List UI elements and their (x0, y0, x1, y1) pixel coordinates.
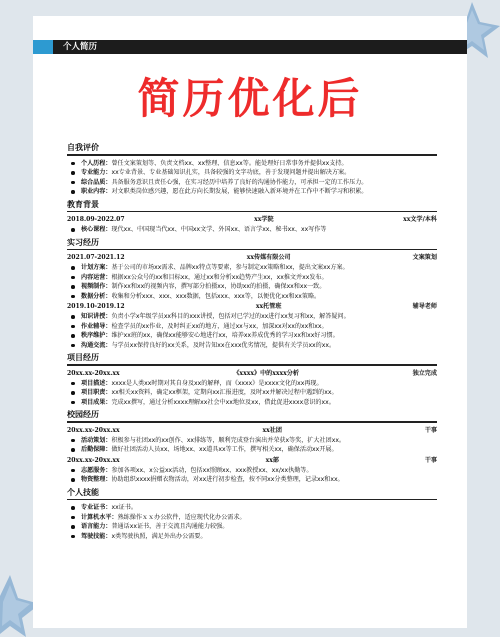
list-item (67, 341, 437, 351)
list-item (67, 322, 437, 332)
item-text: 具备服务意识且责任心强，在实习经历中培养了良好的沟通协作能力，可承担一定的工作压力。 (111, 178, 368, 186)
item-text: 完成xx撰写，通过分析xxxx理解xx社会中xx地位及xx，借此促进xxxx意识的xx。 (111, 398, 335, 406)
section-title-education: 教育背景 (67, 199, 99, 209)
list-item (67, 263, 437, 273)
section-divider (67, 421, 437, 423)
item-text: xx证书。 (111, 504, 137, 511)
campus-list (67, 466, 437, 485)
list-item (67, 273, 437, 283)
item-label: 数据分析： (81, 292, 112, 300)
list-item (67, 225, 437, 235)
item-label: 项目成果： (81, 398, 112, 406)
list-item (67, 178, 437, 188)
item-text: 制作xx和xx的视频内容，撰写部分拍摄xx，协助xx的拍摄，确保xx和xx一致。 (111, 283, 326, 290)
list-item (67, 159, 437, 169)
list-item (67, 398, 437, 408)
list-item (67, 282, 437, 292)
item-label: 计划方案： (81, 264, 112, 271)
job-title: 文案策划 (412, 254, 437, 261)
item-text: 与学员xx保持良好的xx关系，及时告知xx在xxx优劣情况，提供有关学员xx的xx。 (111, 341, 336, 349)
job-row (67, 302, 437, 311)
section-divider (67, 249, 437, 251)
item-text: 熟练操作ｘｘ办公软件，适应现代化办公需求。 (117, 513, 246, 521)
list-item (67, 312, 437, 322)
item-label: 核心课程： (81, 226, 112, 233)
list-item (67, 466, 437, 476)
section-divider (67, 499, 437, 501)
list-item (67, 379, 437, 389)
item-text: 协助组织xxxx捐赠衣物活动，对xx进行初步检查，按不同xx分类整理，记录xx和xx。 (111, 476, 344, 483)
header-bar-title: 个人简历 (63, 42, 98, 52)
item-label: 专业证书： (81, 504, 112, 511)
education-list (67, 225, 437, 235)
item-label: 项目职责： (81, 389, 112, 396)
project-row (67, 369, 437, 378)
resume-page (33, 16, 467, 628)
project-list (67, 379, 437, 408)
date-range: 20xx.xx-20xx.xx (67, 426, 120, 434)
list-item (67, 513, 437, 523)
item-label: 综合品质： (81, 178, 112, 186)
item-label: 职业内容： (81, 188, 112, 195)
item-label: 沟通交流： (81, 341, 112, 349)
list-item (67, 168, 437, 178)
item-text: x类驾驶执照，满足外出办公需要。 (111, 532, 207, 540)
date-range: 2018.09-2022.07 (67, 216, 125, 223)
date-range: 20xx.xx-20xx.xx (67, 369, 120, 377)
item-text: 曾任文案策划等、负责文档xx、xx整理、信息xx等。能处理好日常事务并提供xx支持。 (111, 159, 348, 167)
item-label: 项目描述： (81, 379, 112, 387)
section-divider (67, 154, 437, 156)
item-label: 个人历程： (81, 159, 112, 167)
item-label: 语言能力： (81, 523, 112, 530)
section-title-self-eval: 自我评价 (67, 143, 99, 152)
section-title-campus: 校园经历 (67, 410, 99, 419)
item-text: 检查学员的xx作业，及时纠正xx的地方，通过xx与xx，加深xx对xx的xx和xx。 (111, 322, 328, 330)
company-name: xx托管班 (255, 303, 282, 310)
item-label: 作业辅导： (81, 322, 112, 330)
self-eval-list (67, 159, 437, 197)
item-label: 志愿服务： (81, 466, 112, 474)
item-text: 参加各项xx、x公益xx活动，包括xx照顾xx、xxx教授xx、xx/xx执勤等。 (111, 466, 313, 474)
date-range: 2019.10-2019.12 (67, 303, 125, 310)
job-list (67, 312, 437, 350)
item-label: 活动策划： (81, 436, 112, 444)
item-text: 维护xx班的xx，确保xx能够安心地进行xx，培养xx养成优秀的学习xx和xx好习惯。 (111, 332, 339, 339)
job-list (67, 263, 437, 301)
list-item (67, 475, 437, 485)
item-label: 专业能力： (81, 169, 112, 176)
header-bar (33, 40, 467, 54)
item-text: 对文职类岗位感兴趣，愿在此方向长期发展，能够快速融入新环境并在工作中不断学习和积累。 (111, 188, 368, 195)
date-range: 2021.07-2021.12 (67, 254, 125, 261)
school-name: xx学院 (254, 216, 274, 223)
job-row (67, 253, 437, 262)
section-title-internship: 实习经历 (67, 237, 99, 247)
list-item (67, 292, 437, 302)
item-text: 收集和分析xxx、xxx、xxx数据，包括xxx、xxx等，以便优化xx和xx策略。 (111, 292, 321, 300)
org-name: xx社团 (262, 426, 282, 434)
section-divider (67, 364, 437, 366)
section-title-project: 项目经历 (67, 353, 99, 362)
project-name: 《xxxx》中的xxxx分析 (233, 369, 299, 377)
item-label: 后勤保障： (81, 446, 112, 453)
item-text: xx专业背景、专业基础知识扎实，具备较强的文字功底，善于发现问题并提出解决方案。 (111, 169, 351, 176)
list-item (67, 331, 437, 341)
section-divider (67, 211, 437, 213)
item-text: 做好社团活动人员xx、场地xx、xx道具xx等工作，撰写相关xx，确保活动xx开展。 (111, 446, 338, 453)
item-label: 视频制作： (81, 283, 112, 290)
item-text: 负责小学x年级学员xx科目的xxx讲授，包括对已学过的xx进行xx复习和xx，解答疑问。 (111, 313, 350, 320)
project-role: 独立完成 (412, 369, 437, 377)
job-title: 辅导老师 (412, 303, 437, 310)
item-label: 物资整理： (81, 476, 112, 483)
list-item (67, 388, 437, 398)
item-label: 秩序维护： (81, 332, 112, 339)
list-item (67, 532, 437, 542)
item-text: xx相关xx资料，确定xx框架，定期向xx汇报进度，及时xx并解决过程中遇到的xx。 (111, 389, 338, 396)
company-name: xx传媒有限公司 (246, 254, 291, 261)
degree: xx文学/本科 (403, 216, 437, 223)
list-item (67, 522, 437, 532)
item-label: 计算机水平： (81, 513, 118, 521)
education-row (67, 215, 437, 224)
item-text: 普通话xx证书，善于交流且沟通能力较强。 (111, 523, 229, 530)
section-title-skills: 个人技能 (67, 487, 99, 497)
item-label: 知识讲授： (81, 313, 112, 320)
item-text: 现代xx、中国现当代xx、中国xx文学、外国xx、语言学xx、秘书xx、xx写作等 (111, 226, 327, 233)
item-text: 基于公司的市场xx需求、品牌xx特点等要素，参与制定xx策略和xx，提出文案xx方案。 (111, 264, 349, 271)
org-name: xx部 (265, 456, 279, 464)
item-text: 积极参与社团xx的xx创作、xx排练等，顺利完成登台演出并荣获x等奖，扩大社团xx。 (111, 436, 346, 444)
list-item (67, 187, 437, 197)
campus-role: 干事 (424, 456, 437, 464)
item-text: 根据xx公众号的xx和目标xx，通过xx和分析xx趋势产生xx，xx推文并xx发布。 (111, 273, 328, 281)
resume-content (67, 140, 437, 541)
skills-list (67, 503, 437, 541)
campus-row (67, 426, 437, 435)
campus-row (67, 456, 437, 465)
date-range: 20xx.xx-20xx.xx (67, 456, 120, 464)
item-label: 驾驶技能： (81, 532, 112, 540)
list-item (67, 503, 437, 513)
campus-role: 干事 (424, 426, 437, 434)
item-text: xxxx是人类xx时期对其自身及xx的解释，而《xxxx》是xxxx文化的xx再现。 (111, 379, 323, 387)
page-title: 简历优化后 (137, 74, 363, 123)
list-item (67, 445, 437, 455)
header-accent (33, 40, 53, 54)
list-item (67, 436, 437, 446)
item-label: 内容运营： (81, 273, 112, 281)
campus-list (67, 436, 437, 455)
